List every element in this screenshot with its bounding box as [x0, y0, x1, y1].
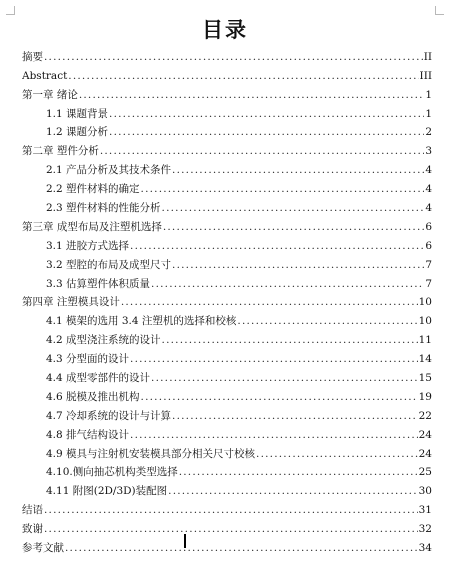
toc-entry-label: 4.1 模架的选用 3.4 注塑机的选择和校核: [46, 315, 237, 328]
toc-dot-leader: [163, 221, 424, 234]
toc-dot-leader: [172, 259, 424, 272]
toc-entry[interactable]: [22, 404, 432, 423]
toc-entry[interactable]: [22, 461, 432, 480]
toc-entry[interactable]: [22, 196, 432, 215]
toc-entry-label: 4.4 成型零部件的设计: [46, 372, 151, 385]
toc-entry-label: 2.3 塑件材料的性能分析: [46, 202, 161, 215]
toc-entry-label: 3.3 估算塑件体积质量: [46, 277, 151, 290]
toc-entry[interactable]: [22, 45, 432, 64]
table-of-contents: [22, 45, 432, 555]
toc-entry[interactable]: [22, 536, 432, 555]
toc-dot-leader: [172, 410, 418, 423]
toc-entry-page-number: 11: [418, 334, 432, 347]
toc-entry-page-number: 6: [425, 220, 432, 233]
toc-entry-label: 摘要: [22, 50, 43, 63]
toc-dot-leader: [79, 89, 424, 102]
toc-dot-leader: [130, 353, 418, 366]
toc-entry-page-number: 30: [418, 485, 432, 498]
toc-dot-leader: [141, 391, 418, 404]
toc-entry-page-number: 4: [425, 164, 432, 177]
toc-entry[interactable]: [22, 366, 432, 385]
toc-dot-leader: [151, 278, 424, 291]
toc-entry-label: 3.1 进胶方式选择: [46, 239, 130, 252]
toc-entry-label: 2.2 塑件材料的确定: [46, 183, 140, 196]
toc-entry[interactable]: [22, 234, 432, 253]
toc-entry[interactable]: [22, 158, 432, 177]
toc-dot-leader: [172, 164, 424, 177]
toc-entry[interactable]: [22, 272, 432, 291]
text-cursor: [184, 534, 186, 548]
toc-entry-label: 4.7 冷却系统的设计与计算: [46, 409, 172, 422]
toc-entry[interactable]: [22, 479, 432, 498]
toc-entry-label: 4.9 模具与注射机安装模具部分相关尺寸校核: [46, 447, 256, 460]
toc-dot-leader: [237, 315, 417, 328]
toc-dot-leader: [109, 126, 424, 139]
toc-dot-leader: [162, 202, 425, 215]
toc-entry[interactable]: [22, 423, 432, 442]
toc-entry-label: 致谢: [22, 523, 43, 536]
toc-entry-label: 4.3 分型面的设计: [46, 353, 130, 366]
toc-dot-leader: [141, 183, 425, 196]
toc-entry[interactable]: [22, 309, 432, 328]
toc-entry-label: 结语: [22, 504, 43, 517]
toc-entry-label: 参考文献: [22, 542, 64, 555]
toc-entry-page-number: 24: [418, 428, 432, 441]
toc-entry-label: 第三章 成型布局及注塑机选择: [22, 220, 162, 233]
toc-entry[interactable]: [22, 177, 432, 196]
toc-entry-page-number: 4: [425, 183, 432, 196]
toc-dot-leader: [168, 485, 417, 498]
toc-entry-page-number: 19: [418, 390, 432, 403]
toc-entry[interactable]: [22, 347, 432, 366]
toc-dot-leader: [44, 504, 418, 517]
toc-entry-page-number: 15: [418, 372, 432, 385]
toc-entry-label: 1.2 课题分析: [46, 126, 109, 139]
toc-dot-leader: [44, 51, 423, 64]
toc-dot-leader: [65, 542, 418, 555]
toc-dot-leader: [44, 523, 418, 536]
toc-entry-label: 4.10.侧向抽芯机构类型选择: [46, 466, 178, 479]
toc-entry[interactable]: [22, 83, 432, 102]
toc-entry[interactable]: [22, 498, 432, 517]
toc-entry[interactable]: [22, 102, 432, 121]
toc-dot-leader: [109, 108, 424, 121]
toc-dot-leader: [130, 240, 424, 253]
toc-entry-page-number: 10: [418, 296, 432, 309]
toc-entry-page-number: II: [423, 50, 432, 63]
toc-entry-page-number: 22: [418, 409, 432, 422]
toc-entry-page-number: 2: [425, 126, 432, 139]
toc-entry-label: 3.2 型腔的布局及成型尺寸: [46, 258, 172, 271]
toc-entry-label: 2.1 产品分析及其技术条件: [46, 164, 172, 177]
toc-entry-page-number: 1: [425, 107, 432, 120]
toc-entry[interactable]: [22, 291, 432, 310]
toc-entry-page-number: 7: [425, 277, 432, 290]
toc-entry[interactable]: [22, 442, 432, 461]
toc-entry-label: 第四章 注塑模具设计: [22, 296, 120, 309]
toc-dot-leader: [179, 466, 418, 479]
toc-entry-label: 4.11 附图(2D/3D)装配图: [46, 485, 168, 498]
toc-entry-label: 1.1 课题背景: [46, 107, 109, 120]
toc-entry-page-number: 1: [425, 88, 432, 101]
toc-entry-label: 第一章 绪论: [22, 88, 78, 101]
toc-dot-leader: [68, 70, 418, 83]
toc-entry-page-number: 7: [425, 258, 432, 271]
toc-entry[interactable]: [22, 215, 432, 234]
toc-entry[interactable]: [22, 517, 432, 536]
toc-entry[interactable]: [22, 385, 432, 404]
toc-entry-page-number: 14: [418, 353, 432, 366]
toc-entry-page-number: 6: [425, 239, 432, 252]
toc-entry-label: 第二章 塑件分析: [22, 145, 99, 158]
toc-entry-label: 4.2 成型浇注系统的设计: [46, 334, 161, 347]
toc-entry-page-number: 4: [425, 202, 432, 215]
toc-entry-page-number: 31: [418, 504, 432, 517]
toc-dot-leader: [256, 448, 418, 461]
toc-entry-page-number: 3: [425, 145, 432, 158]
toc-dot-leader: [130, 429, 418, 442]
toc-entry[interactable]: [22, 253, 432, 272]
toc-dot-leader: [162, 334, 418, 347]
toc-entry-page-number: 32: [418, 523, 432, 536]
toc-entry[interactable]: [22, 328, 432, 347]
toc-entry-page-number: 34: [418, 542, 432, 555]
toc-entry[interactable]: [22, 121, 432, 140]
toc-dot-leader: [100, 145, 424, 158]
toc-dot-leader: [121, 296, 418, 309]
toc-entry[interactable]: [22, 139, 432, 158]
toc-entry-label: 4.6 脱模及推出机构: [46, 390, 140, 403]
toc-title: 目录: [202, 18, 248, 42]
toc-entry-page-number: 24: [418, 447, 432, 460]
toc-entry[interactable]: [22, 64, 432, 83]
toc-entry-page-number: III: [419, 69, 432, 82]
toc-entry-page-number: 10: [418, 315, 432, 328]
toc-entry-label: 4.8 排气结构设计: [46, 428, 130, 441]
toc-dot-leader: [151, 372, 418, 385]
toc-entry-label: Abstract: [22, 69, 68, 82]
toc-entry-page-number: 25: [418, 466, 432, 479]
